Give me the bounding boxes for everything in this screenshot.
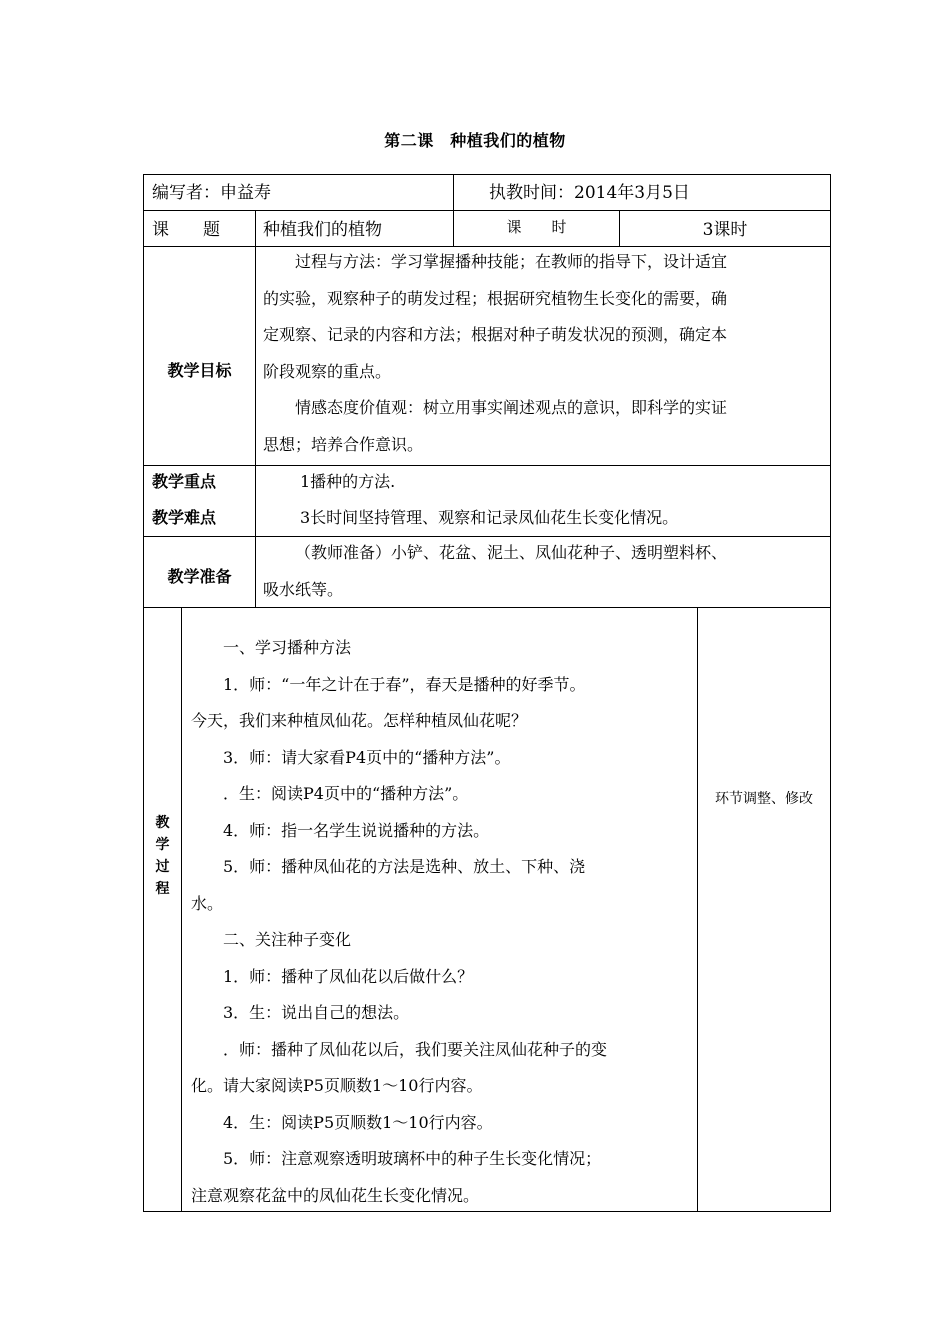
process-line: 5．师：播种凤仙花的方法是选种、放土、下种、浇 — [223, 857, 586, 876]
document-title: 第二课 种植我们的植物 — [384, 131, 566, 150]
process-line: 一、学习播种方法 — [223, 638, 352, 657]
process-line: 水。 — [191, 893, 224, 913]
process-line: 今天，我们来种植凤仙花。怎样种植凤仙花呢？ — [191, 711, 528, 730]
goals-line: 情感态度价值观：树立用事实阐述观点的意识，即科学的实证 — [295, 398, 728, 417]
prep-label: 教学准备 — [167, 567, 232, 586]
goals-content — [263, 244, 823, 463]
process-line: 3．生：说出自己的想法。 — [223, 1003, 410, 1022]
process-line: 注意观察花盆中的凤仙花生长变化情况。 — [191, 1185, 480, 1205]
topic-value: 种植我们的植物 — [263, 220, 382, 240]
process-line: 二、关注种子变化 — [223, 930, 352, 949]
process-line: 1．师：播种了凤仙花以后做什么？ — [223, 966, 474, 986]
process-line: ．生：阅读P4页中的“播种方法”。 — [223, 784, 469, 803]
process-label-char: 教 — [155, 815, 170, 831]
process-label-char: 程 — [155, 881, 170, 897]
prep-line: （教师准备）小铲、花盆、泥土、凤仙花种子、透明塑料杯、 — [295, 543, 728, 562]
process-line: 4．师：指一名学生说说播种的方法。 — [223, 820, 490, 840]
goals-line: 的实验，观察种子的萌发过程；根据研究植物生长变化的需要，确 — [263, 288, 728, 308]
author-field: 编写者：申益寿 — [152, 183, 271, 203]
process-label-char: 学 — [155, 837, 170, 853]
process-label — [144, 812, 181, 900]
process-line: 4．生：阅读P5页顺数1～10行内容。 — [223, 1112, 493, 1132]
prep-line: 吸水纸等。 — [263, 579, 344, 599]
goals-line: 思想；培养合作意识。 — [263, 434, 424, 454]
process-content — [191, 630, 691, 1214]
process-line: 3．师：请大家看P4页中的“播种方法”。 — [223, 747, 511, 767]
adjustment-note: 环节调整、修改 — [715, 791, 813, 807]
goals-line: 过程与方法：学习掌握播种技能；在教师的指导下，设计适宜 — [295, 252, 728, 271]
goals-line: 阶段观察的重点。 — [263, 361, 392, 381]
process-line: 5．师：注意观察透明玻璃杯中的种子生长变化情况； — [223, 1149, 602, 1168]
prep-content — [263, 535, 823, 608]
goals-line: 定观察、记录的内容和方法；根据对种子萌发状况的预测，确定本 — [263, 325, 728, 344]
key-point-text: 1播种的方法. — [300, 472, 396, 491]
goals-label: 教学目标 — [167, 361, 232, 380]
topic-label: 课 题 — [152, 220, 220, 240]
hours-value: 3课时 — [702, 220, 748, 240]
key-point-label: 教学重点 — [152, 472, 217, 491]
difficult-point-text: 3长时间坚持管理、观察和记录凤仙花生长变化情况。 — [300, 508, 679, 527]
process-line: 1．师：“一年之计在于春”，春天是播种的好季节。 — [223, 674, 586, 694]
process-line: ．师：播种了凤仙花以后，我们要关注凤仙花种子的变 — [223, 1039, 608, 1059]
process-label-char: 过 — [155, 859, 170, 875]
process-line: 化。请大家阅读P5页顺数1～10行内容。 — [191, 1076, 483, 1095]
teach-time-field: 执教时间：2014年3月5日 — [489, 183, 690, 203]
difficult-point-label: 教学难点 — [152, 508, 217, 527]
hours-label: 课 时 — [506, 218, 567, 236]
